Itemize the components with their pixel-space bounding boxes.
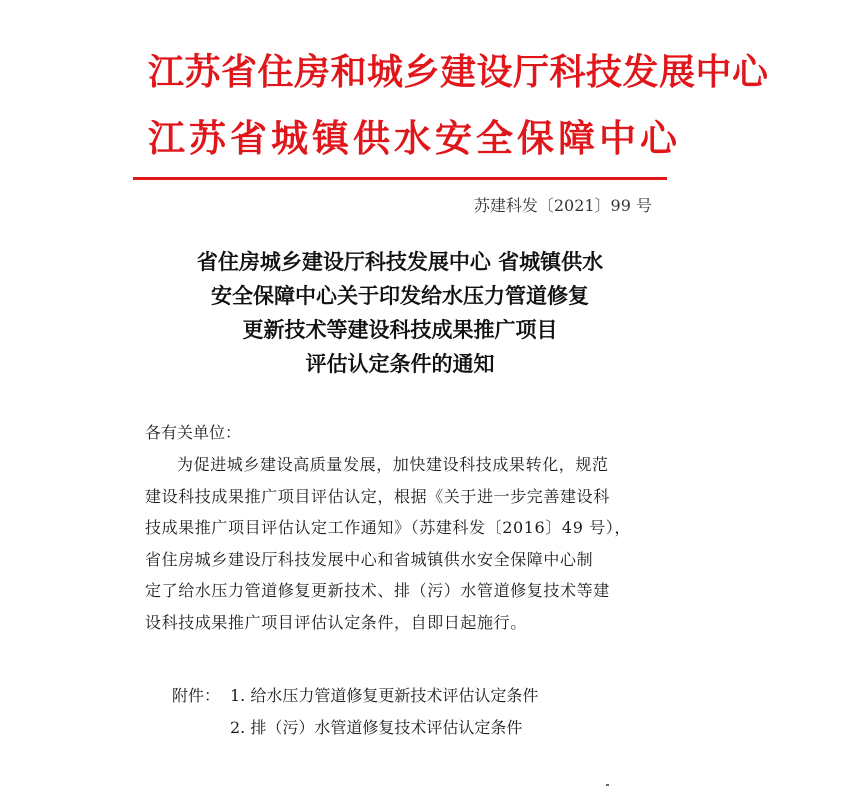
issuing-org-line-2: 江苏省城镇供水安全保障中心: [148, 116, 681, 160]
body-line: 为促进城乡建设高质量发展，加快建设科技成果转化，规范: [177, 455, 609, 474]
title-line: 评估认定条件的通知: [305, 351, 495, 376]
attachment-item: 1. 给水压力管道修复更新技术评估认定条件: [230, 686, 539, 705]
document-number: 苏建科发〔2021〕99 号: [473, 196, 652, 215]
salutation: 各有关单位：: [145, 423, 242, 442]
attachment-item: 2. 排（污）水管道修复技术评估认定条件: [230, 718, 523, 737]
body-line: 建设科技成果推广项目评估认定，根据《关于进一步完善建设科: [145, 486, 610, 506]
body-line: 定了给水压力管道修复更新技术、排（污）水管道修复技术等建: [145, 581, 610, 600]
body-line: 技成果推广项目评估认定工作通知》（苏建科发〔2016〕49 号），: [145, 518, 631, 537]
body-paragraph: [145, 449, 665, 638]
issuing-org-line-1: 江苏省住房和城乡建设厅科技发展中心: [148, 51, 769, 93]
document-title: [150, 245, 650, 381]
red-header-divider: [133, 177, 667, 180]
body-line: 设科技成果推广项目评估认定条件，自即日起施行。: [145, 612, 527, 632]
attachments-label: 附件：: [172, 686, 221, 705]
title-line: 省住房城乡建设厅科技发展中心 省城镇供水: [196, 249, 604, 274]
title-line: 安全保障中心关于印发给水压力管道修复: [211, 283, 589, 308]
body-line: 省住房城乡建设厅科技发展中心和省城镇供水安全保障中心制: [145, 549, 594, 569]
title-line: 更新技术等建设科技成果推广项目: [242, 317, 558, 342]
scan-mark: [606, 784, 609, 786]
